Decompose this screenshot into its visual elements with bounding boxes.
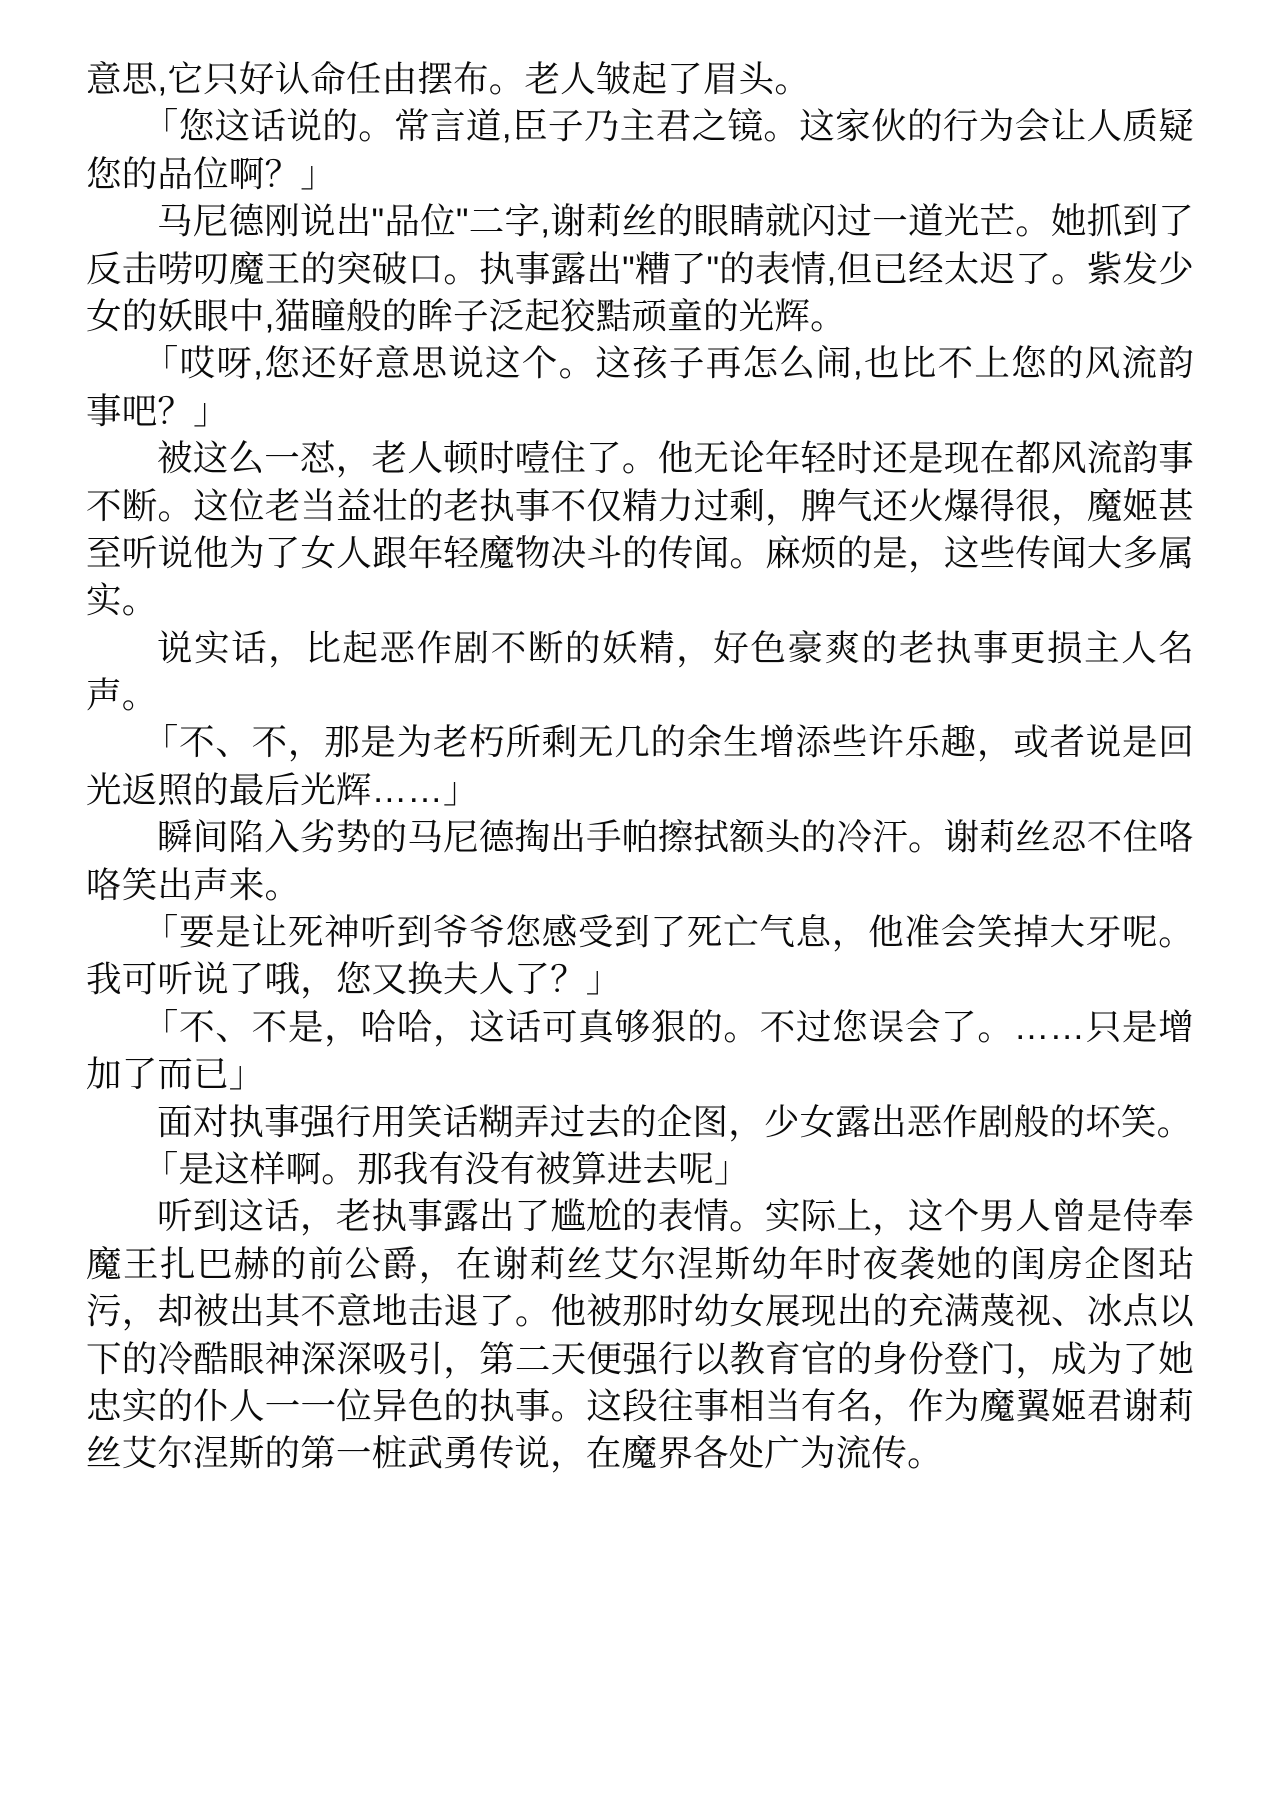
paragraph-2: 「您这话说的。常言道,臣子乃主君之镜。这家伙的行为会让人质疑您的品位啊？」 bbox=[86, 106, 1194, 194]
paragraph-1: 意思,它只好认命任由摆布。老人皱起了眉头。 bbox=[86, 59, 811, 99]
paragraph-6: 说实话，比起恶作剧不断的妖精，好色豪爽的老执事更损主人名声。 bbox=[86, 627, 1194, 716]
paragraph-8: 瞬间陷入劣势的马尼德掏出手帕擦拭额头的冷汗。谢莉丝忍不住咯咯笑出声来。 bbox=[86, 817, 1194, 905]
paragraph-9: 「要是让死神听到爷爷您感受到了死亡气息，他准会笑掉大牙呢。我可听说了哦，您又换夫人了？」 bbox=[86, 912, 1194, 1000]
paragraph-13: 听到这话，老执事露出了尴尬的表情。实际上，这个男人曾是侍奉魔王扎巴赫的前公爵，在谢莉丝艾尔涅斯幼年时夜袭她的闺房企图玷污，却被出其不意地击退了。他被那时幼女展现出的充满蔑视、冰点以下的冷酷眼神深深吸引，第二天便强行以教育官的身份登门，成为了她忠实的仆人一一位异色的执事。这段往事相当有名，作为魔翼姬君谢莉丝艾尔涅斯的第一桩武勇传说，在魔界各处广为流传。 bbox=[86, 1196, 1194, 1474]
paragraph-3: 马尼德刚说出"品位"二字,谢莉丝的眼睛就闪过一道光芒。她抓到了反击唠叨魔王的突破口。执事露出"糟了"的表情,但已经太迟了。紫发少女的妖眼中,猫瞳般的眸子泛起狡黠顽童的光辉。 bbox=[86, 201, 1194, 336]
paragraph-10: 「不、不是，哈哈，这话可真够狠的。不过您误会了。……只是增加了而已」 bbox=[86, 1006, 1194, 1095]
paragraph-5: 被这么一怼，老人顿时噎住了。他无论年轻时还是现在都风流韵事不断。这位老当益壮的老执事不仅精力过剩，脾气还火爆得很，魔姬甚至听说他为了女人跟年轻魔物决斗的传闻。麻烦的是，这些传闻大多属实。 bbox=[86, 438, 1194, 621]
paragraph-11: 面对执事强行用笑话糊弄过去的企图，少女露出恶作剧般的坏笑。 bbox=[157, 1101, 1193, 1142]
page-body bbox=[86, 56, 1194, 1478]
paragraph-4: 「哎呀,您还好意思说这个。这孩子再怎么闹,也比不上您的风流韵事吧？」 bbox=[86, 343, 1194, 431]
paragraph-12: 「是这样啊。那我有没有被算进去呢」 bbox=[142, 1148, 750, 1189]
paragraph-7: 「不、不，那是为老朽所剩无几的余生增添些许乐趣，或者说是回光返照的最后光辉……」 bbox=[86, 722, 1194, 810]
